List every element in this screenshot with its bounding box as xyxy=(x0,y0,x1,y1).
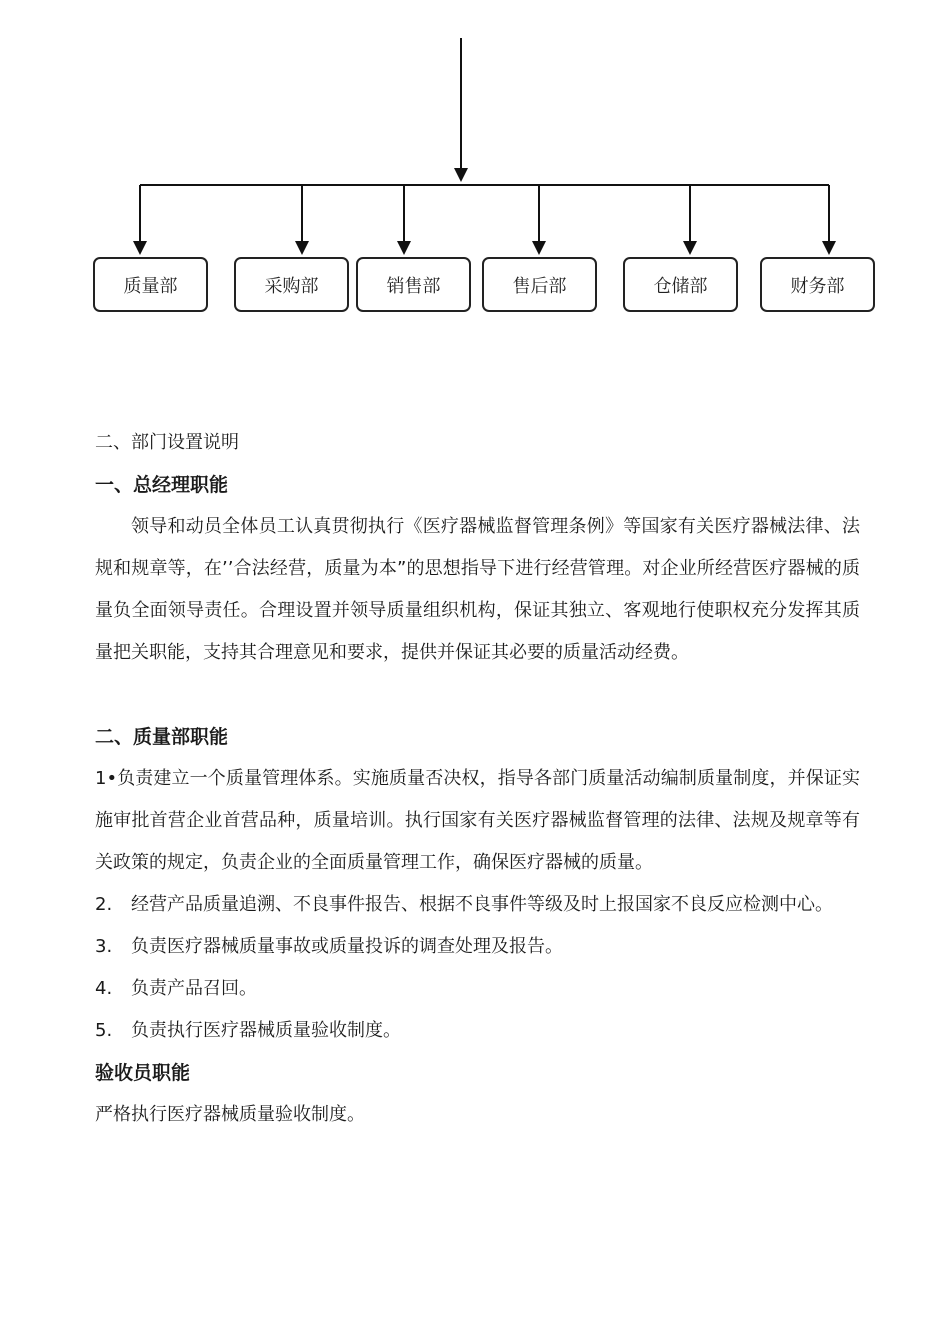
department-sales xyxy=(357,185,470,311)
connector-lines xyxy=(140,38,829,185)
item-number: 2. xyxy=(95,894,113,915)
arrow-head xyxy=(532,241,546,255)
inspector-heading: 验收员职能 xyxy=(95,1062,191,1084)
item-number: 5. xyxy=(95,1020,113,1041)
quality-item-list xyxy=(95,884,860,1052)
item-text: 负责医疗器械质量事故或质量投诉的调查处理及报告。 xyxy=(131,936,563,957)
item-text: 负责执行医疗器械质量验收制度。 xyxy=(131,1020,401,1041)
arrow-head xyxy=(133,241,147,255)
department-label: 售后部 xyxy=(512,276,567,297)
gm-heading: 一、总经理职能 xyxy=(95,474,229,496)
quality-item-3 xyxy=(95,926,860,968)
item-text: 经营产品质量追溯、不良事件报告、根据不良事件等级及时上报国家不良反应检测中心。 xyxy=(131,894,833,915)
quality-item-5 xyxy=(95,1010,860,1052)
department-label: 仓储部 xyxy=(653,276,708,297)
department-quality xyxy=(94,185,207,311)
item-number: 3. xyxy=(95,936,113,957)
section-title: 二、部门设置说明 xyxy=(95,432,239,453)
quality-item-4 xyxy=(95,968,860,1010)
top-arrow-head xyxy=(454,168,468,182)
arrow-head xyxy=(295,241,309,255)
inspector-paragraph: 严格执行医疗器械质量验收制度。 xyxy=(95,1104,365,1125)
department-after_sales xyxy=(483,185,596,311)
document-body xyxy=(95,422,860,1136)
item-number: 4. xyxy=(95,978,113,999)
quality-heading: 二、质量部职能 xyxy=(95,726,229,748)
item-text: 负责产品召回。 xyxy=(131,978,257,999)
quality-item-2 xyxy=(95,884,860,926)
arrow-head xyxy=(397,241,411,255)
department-label: 采购部 xyxy=(264,276,319,297)
org-chart xyxy=(0,0,950,340)
arrow-head xyxy=(683,241,697,255)
department-label: 财务部 xyxy=(790,276,845,297)
department-warehouse xyxy=(624,185,737,311)
department-branches xyxy=(94,185,874,311)
department-label: 销售部 xyxy=(386,276,441,297)
department-purchasing xyxy=(235,185,348,311)
department-finance xyxy=(761,185,874,311)
arrow-head xyxy=(822,241,836,255)
quality-item-1: 1•负责建立一个质量管理体系。实施质量否决权，指导各部门质量活动编制质量制度，并保证实施审批首营企业首营品种，质量培训。执行国家有关医疗器械监督管理的法律、法规及规章等有关政策的规定，负责企业的全面质量管理工作，确保医疗器械的质量。 xyxy=(95,768,860,873)
spacer xyxy=(95,674,860,716)
department-label: 质量部 xyxy=(123,276,178,297)
gm-paragraph: 领导和动员全体员工认真贯彻执行《医疗器械监督管理条例》等国家有关医疗器械法律、法规和规章等，在’’合法经营，质量为本”的思想指导下进行经营管理。对企业所经营医疗器械的质量负全面领导责任。合理设置并领导质量组织机构，保证其独立、客观地行使职权充分发挥其质量把关职能，支持其合理意见和要求，提供并保证其必要的质量活动经费。 xyxy=(95,516,860,663)
